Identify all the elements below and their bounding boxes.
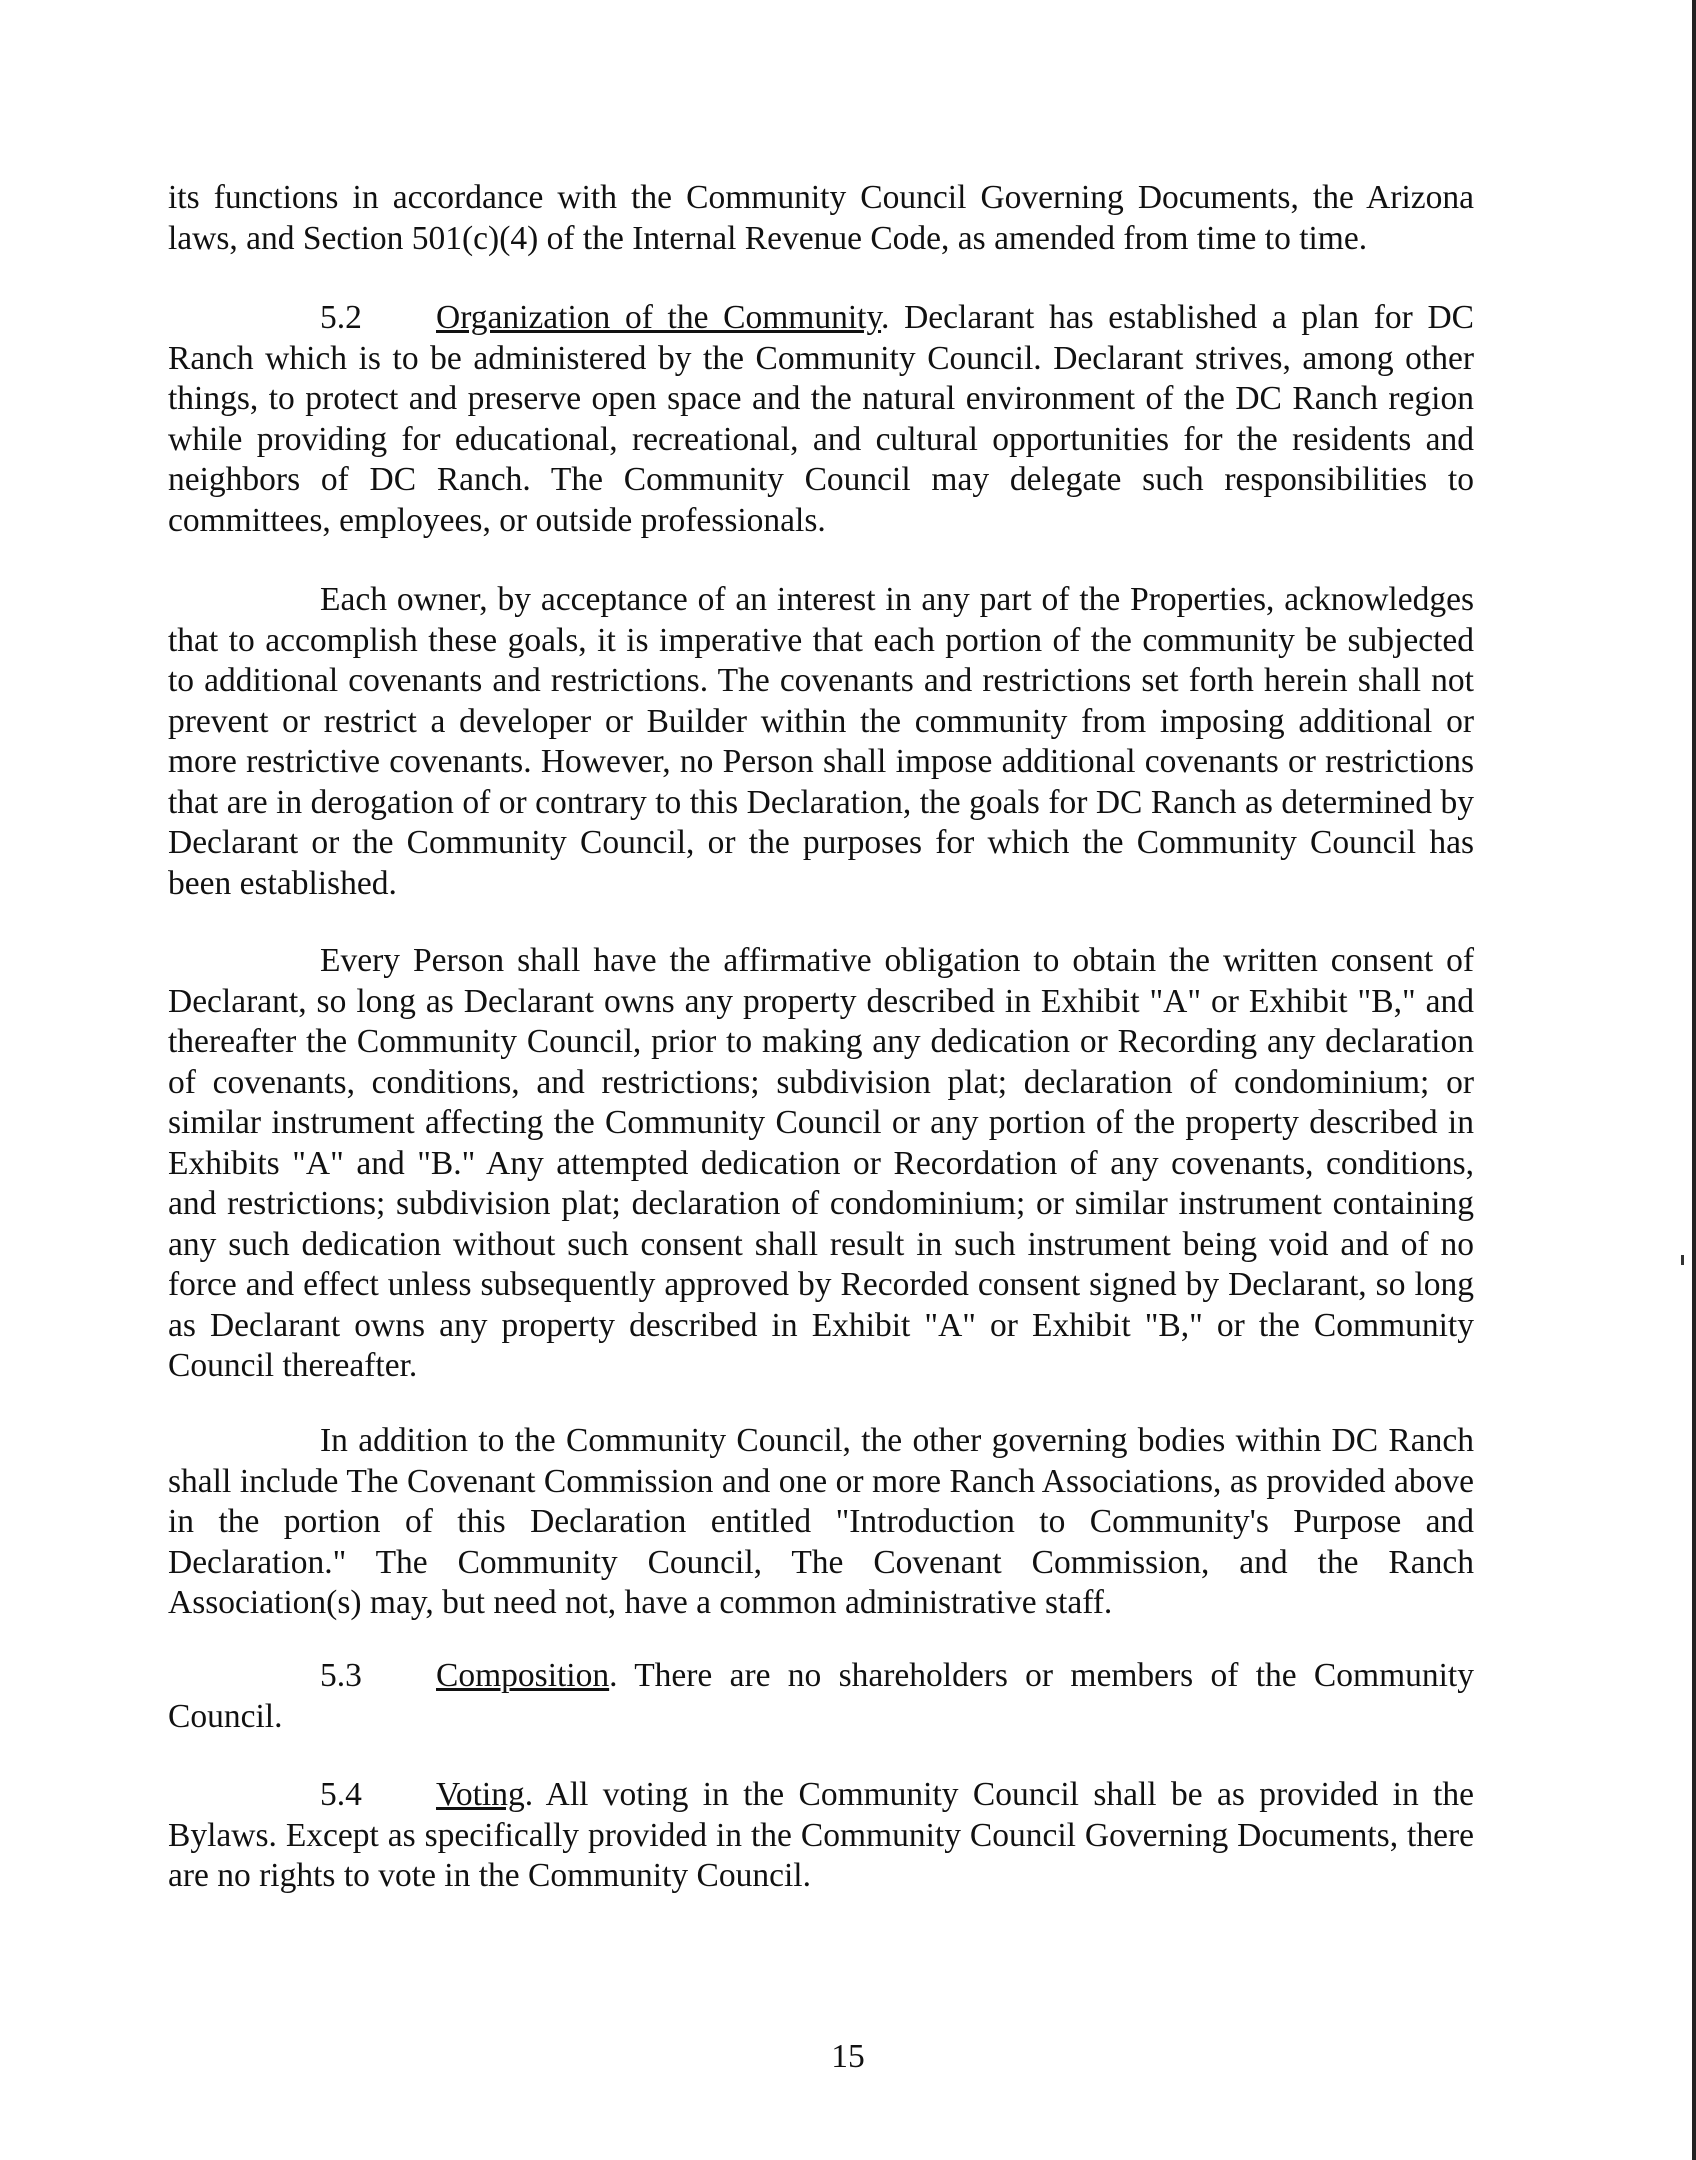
paragraph-each-owner: Each owner, by acceptance of an interest in any part of the Properties, acknowledges that to accomplish these goals, it is imperative that each portion of the community be subjected to additional covenants and restrictions. The covenants and restrictions set forth herein shall not prevent or restrict a developer or Builder within the community from imposing additional or more restrictive covenants. However, no Person shall impose additional covenants or restrictions that are in derogation of or contrary to this Declaration, the goals for DC Ranch as determined by Declarant or the Community Council, or the purposes for which the Community Council has been established.	[168, 581, 1474, 902]
paragraph-continuation: its functions in accordance with the Community Council Governing Documents, the Arizona laws, and Section 501(c)(4) of the Internal Revenue Code, as amended from time to time.	[168, 179, 1474, 257]
section-5-3	[168, 1656, 1474, 1737]
section-body: . There are no shareholders or members of the Community Council.	[168, 1657, 1474, 1735]
paragraph-every-person: Every Person shall have the affirmative obligation to obtain the written consent of Declarant, so long as Declarant owns any property described in Exhibit "A" or Exhibit "B," and thereafter the Community Council, prior to making any dedication or Recording any declaration of covenants, conditions, and restrictions; subdivision plat; declaration of condominium; or similar instrument affecting the Community Council or any portion of the property described in Exhibits "A" and "B." Any attempted dedication or Recordation of any covenants, conditions, and restrictions; subdivision plat; declaration of condominium; or similar instrument containing any such dedication without such consent shall result in such instrument being void and of no force and effect unless subsequently approved by Recorded consent signed by Declarant, so long as Declarant owns any property described in Exhibit "A" or Exhibit "B," or the Community Council thereafter.	[168, 942, 1474, 1384]
section-title: Composition	[436, 1657, 610, 1694]
paragraph-in-addition: In addition to the Community Council, the other governing bodies within DC Ranch shall include The Covenant Commission and one or more Ranch Associations, as provided above in the portion of this Declaration entitled "Introduction to Community's Purpose and Declaration." The Community Council, The Covenant Commission, and the Ranch Association(s) may, but need not, have a common administrative staff.	[168, 1422, 1474, 1621]
section-5-2	[168, 298, 1474, 541]
section-title: Voting	[436, 1776, 525, 1813]
section-number: 5.3	[320, 1657, 362, 1694]
section-title: Organization of the Community	[436, 299, 882, 336]
scan-edge-shadow	[1692, 0, 1696, 2160]
scan-speck	[1681, 1255, 1684, 1265]
section-number: 5.2	[320, 299, 362, 336]
page-number: 15	[831, 2038, 865, 2075]
section-body: . Declarant has established a plan for DC Ranch which is to be administered by the Community Council. Declarant strives, among other things, to protect and preserve open space and the natural environment of the DC Ranch region while providing for educational, recreational, and cultural opportunities for the residents and neighbors of DC Ranch. The Community Council may delegate such responsibilities to committees, employees, or outside professionals.	[168, 299, 1474, 539]
section-number: 5.4	[320, 1776, 362, 1813]
section-body: . All voting in the Community Council shall be as provided in the Bylaws. Except as specifically provided in the Community Council Governing Documents, there are no rights to vote in the Community Council.	[168, 1776, 1474, 1894]
section-5-4	[168, 1775, 1474, 1897]
